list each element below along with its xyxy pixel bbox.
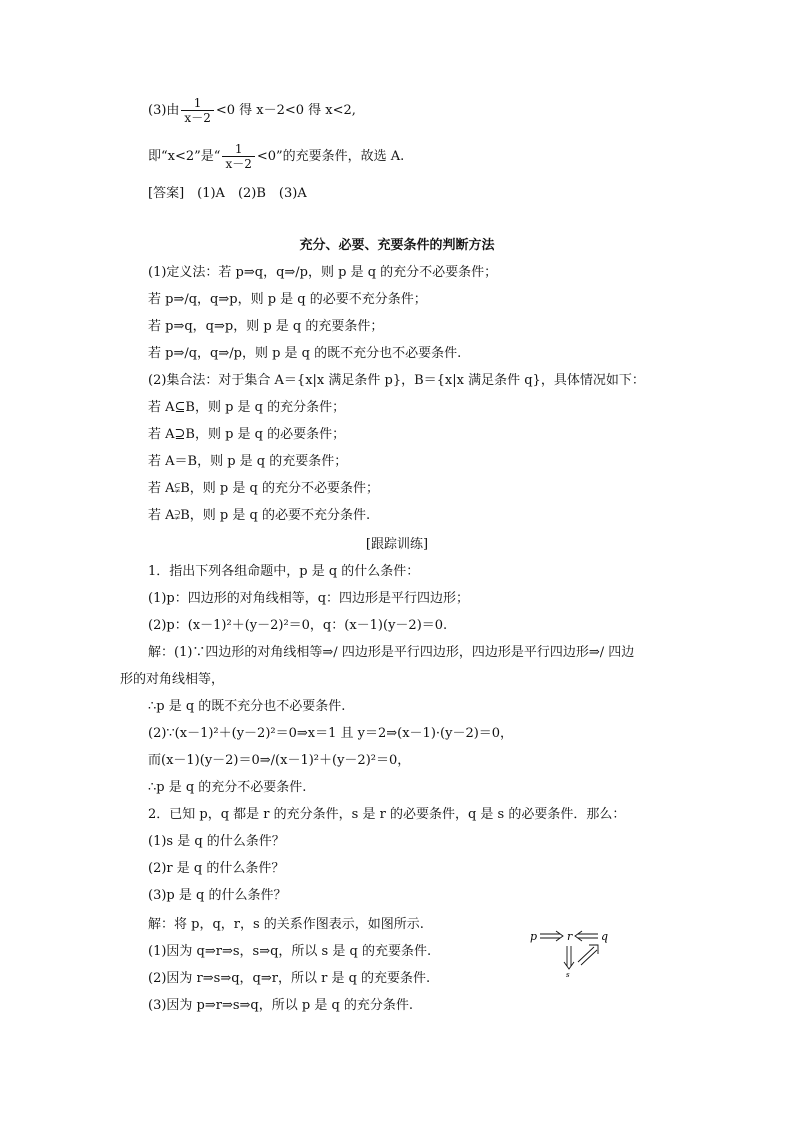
fraction: $\frac{1}{x-2}$ — [181, 96, 213, 125]
method-line: (2)集合法：对于集合 A＝{x|x 满足条件 p}，B＝{x|x 满足条件 q}，具体情况如下： — [148, 373, 645, 388]
method-line: 若 A＝B，则 p 是 q 的充要条件； — [148, 454, 348, 469]
node-r: r — [567, 930, 573, 943]
q1-solution-line: ∴p 是 q 的既不充分也不必要条件. — [148, 699, 346, 714]
answer-line: [答案] (1)A (2)B (3)A — [148, 186, 307, 201]
conclusion-line — [148, 142, 404, 171]
method-line: 若 A⫋B，则 p 是 q 的充分不必要条件； — [148, 481, 379, 496]
relation-diagram — [520, 920, 620, 980]
method-line: 若 p⇒/q，q⇒/p，则 p 是 q 的既不充分也不必要条件. — [148, 346, 462, 361]
q2-solution-line: (1)因为 q⇒r⇒s，s⇒q，所以 s 是 q 的充要条件. — [148, 944, 432, 959]
q2-item: (2)r 是 q 的什么条件？ — [148, 861, 285, 876]
training-title: [跟踪训练] — [365, 537, 429, 552]
method-line: (1)定义法：若 p⇒q，q⇒/p，则 p 是 q 的充分不必要条件； — [148, 265, 498, 280]
double-arrow-p-to-r — [540, 931, 563, 941]
conclusion-rest: <0”的充要条件，故选 A. — [256, 149, 405, 164]
conclusion-prefix: 即“x<2”是“ — [148, 149, 221, 164]
q1-stem: 1．指出下列各组命题中，p 是 q 的什么条件： — [148, 564, 420, 579]
q1-solution-line: (2)∵(x－1)²＋(y－2)²＝0⇒x＝1 且 y＝2⇒(x－1)·(y－2)＝0， — [148, 726, 514, 741]
q2-item: (3)p 是 q 的什么条件？ — [148, 888, 287, 903]
node-q: q — [601, 930, 609, 943]
method-line: 若 p⇒/q，q⇒p，则 p 是 q 的必要不充分条件； — [148, 292, 427, 307]
node-p: p — [530, 930, 538, 943]
part3-prefix: (3)由 — [148, 103, 180, 118]
q1-solution-line: 形的对角线相等， — [120, 672, 225, 687]
q2-item: (1)s 是 q 的什么条件？ — [148, 834, 285, 849]
part3-line — [148, 96, 356, 125]
q1-item: (2)p：(x－1)²＋(y－2)²＝0，q：(x－1)(y－2)＝0. — [148, 618, 448, 633]
q2-solution-line: (2)因为 r⇒s⇒q，q⇒r，所以 r 是 q 的充要条件. — [148, 971, 431, 986]
node-s: s — [566, 971, 570, 979]
fraction: $\frac{1}{x-2}$ — [222, 142, 254, 171]
double-arrow-s-to-q — [578, 945, 598, 965]
double-arrow-q-to-r — [575, 931, 598, 941]
q1-item: (1)p：四边形的对角线相等，q：四边形是平行四边形； — [148, 591, 470, 606]
part3-rest: <0 得 x－2<0 得 x<2, — [215, 103, 356, 118]
method-line: 若 A⊆B，则 p 是 q 的充分条件； — [148, 400, 346, 415]
q1-solution-line: 而(x－1)(y－2)＝0⇒/(x－1)²＋(y－2)²＝0， — [148, 753, 411, 768]
q2-stem: 2．已知 p，q 都是 r 的充分条件，s 是 r 的必要条件，q 是 s 的必要条件．那么： — [148, 807, 626, 822]
double-arrow-r-to-s — [564, 946, 574, 969]
q1-solution-line: ∴p 是 q 的充分不必要条件. — [148, 780, 307, 795]
method-line: 若 p⇒q，q⇒p，则 p 是 q 的充要条件； — [148, 319, 384, 334]
q1-solution-line: 解：(1)∵四边形的对角线相等⇒/ 四边形是平行四边形，四边形是平行四边形⇒/ 四边 — [148, 645, 635, 660]
q2-solution-line: (3)因为 p⇒r⇒s⇒q，所以 p 是 q 的充分条件. — [148, 998, 414, 1013]
method-line: 若 A⫌B，则 p 是 q 的必要不充分条件. — [148, 508, 371, 523]
method-line: 若 A⊇B，则 p 是 q 的必要条件； — [148, 427, 346, 442]
q2-solution-intro: 解：将 p，q，r，s 的关系作图表示，如图所示. — [148, 917, 424, 932]
method-title: 充分、必要、充要条件的判断方法 — [299, 238, 495, 253]
